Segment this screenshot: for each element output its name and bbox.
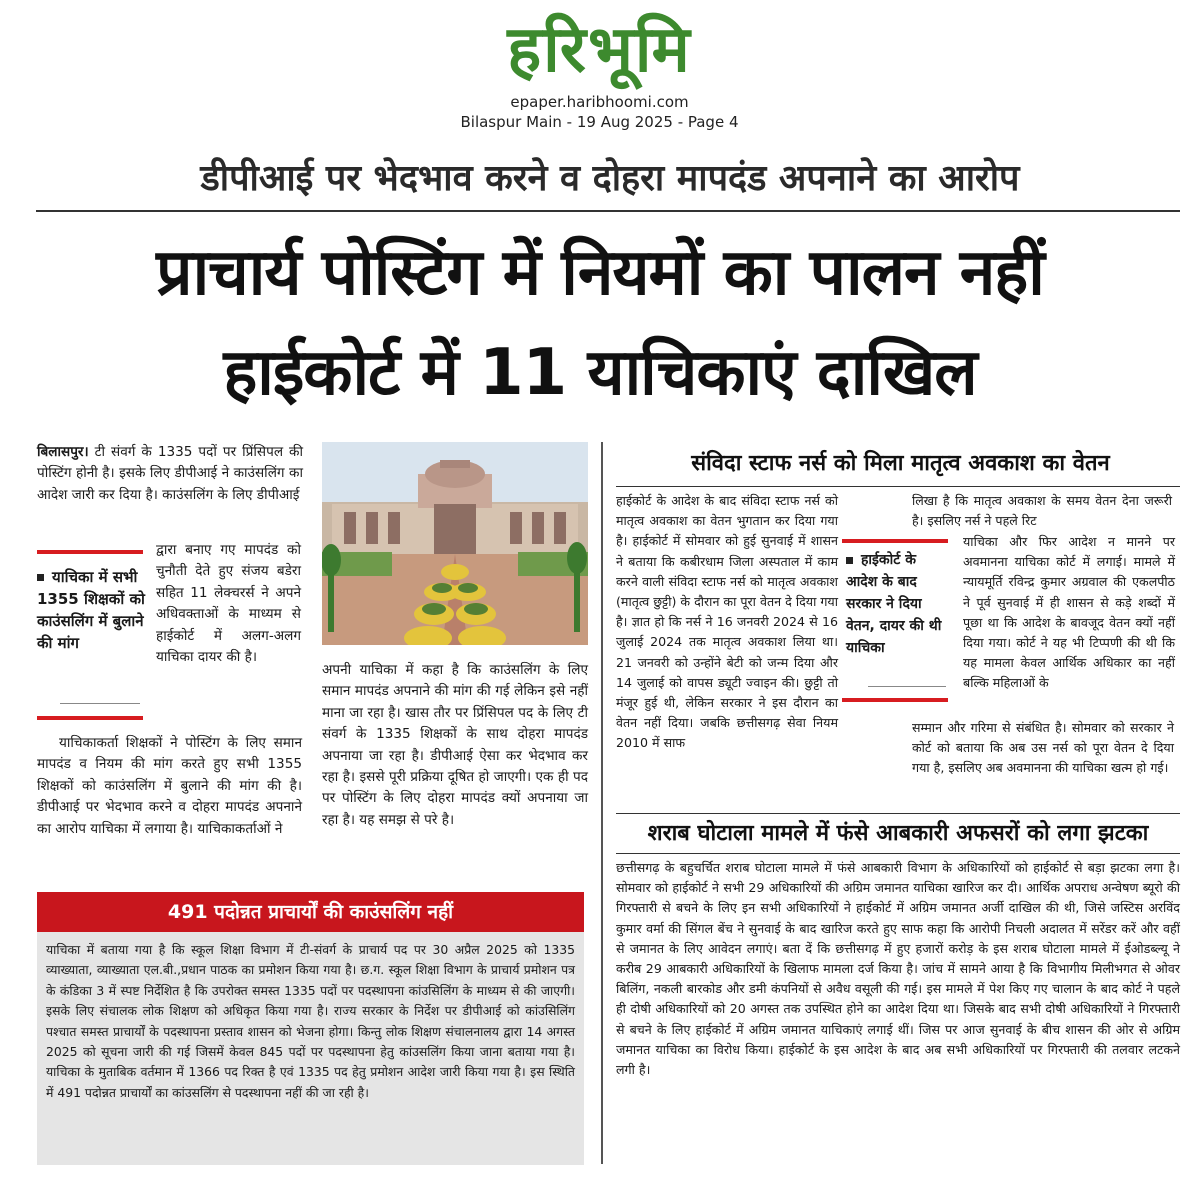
box-body — [37, 932, 584, 1165]
nurse-story-col2-mid: याचिका और फिर आदेश न मानने पर अवमानना याचिका कोर्ट में लगाई। मामले में न्यायमूर्ति रविन्द्र कुमार अग्रवाल की एकलपीठ ने पूर्व सुनवाई में ही शासन से कड़े शब्दों में पूछा था कि आदेश के बावजूद वेतन क्यों नहीं दिया गया। कोर्ट ने यह भी टिप्पणी की थी कि यह मामला केवल आर्थिक अधिकार का नहीं बल्कि महिलाओं के — [963, 534, 1175, 691]
high-court-building-illustration — [322, 442, 588, 645]
liquor-story-title: शराब घोटाला मामले में फंसे आबकारी अफसरों को लगा झटका — [647, 821, 1149, 846]
pullquote-divider — [60, 703, 140, 704]
box-title: 491 पदोन्नत प्राचार्यों की काउंसलिंग नहीं — [37, 892, 584, 932]
pullquote-rule-top — [37, 550, 143, 554]
nurse-pullquote-divider — [868, 686, 946, 687]
liquor-story-text: छत्तीसगढ़ के बहुचर्चित शराब घोटाला मामले में फंसे आबकारी विभाग के अधिकारियों को हाईकोर्ट से बड़ा झटका लगा है। सोमवार को हाईकोर्ट ने सभी 29 अधिकारियों की अग्रिम जमानत याचिका खारिज कर दी। आर्थिक अपराध अन्वेषण ब्यूरो की गिरफ्तारी से बचने के लिए इन सभी अधिकारियों ने हाईकोर्ट में अग्रिम जमानत अर्जी दाखिल की थी, जिसे जस्टिस अरविंद कुमार वर्मा की सिंगल बेंच ने सुनवाई के बाद खारिज करते हुए साफ कहा कि आरोपी निचली अदालत में सरेंडर करें और वहीं से जमानत के लिए आवेदन लगाएं। बता दें कि छत्तीसगढ़ में हुए हजारों करोड़ के इस शराब घोटाला मामले में ईओडब्ल्यू ने करीब 29 आबकारी अधिकारियों के खिलाफ मामला दर्ज किया है। जांच में सामने आया है कि विभागीय मिलीभगत से ओवर बिलिंग, नकली बारकोड और डमी कंपनियों से अवैध वसूली की गई। इस मामले में पेश किए गए चालान के बाद कोर्ट ने पहले ही दोषी अधिकारियों को 20 अगस्त तक उपस्थित होने का आदेश दिया था। जिसके बाद सभी दोषी अधिकारियों ने गिरफ्तारी से बचने के लिए हाईकोर्ट में अग्रिम जमानत याचिकाएं लगाई थीं। जिस पर आज सुनवाई के बीच शासन की ओर से अग्रिम जमानत याचिका का विरोध किया। हाईकोर्ट के इस आदेश के बाद अब सभी अधिकारियों पर गिरफ्तारी की तलवार लटकने लगी है। — [616, 860, 1180, 1078]
liquor-title-rule-bottom — [616, 853, 1180, 854]
masthead-logo: हरिभूमि — [507, 13, 692, 87]
main-story-para2: याचिकाकर्ता शिक्षकों ने पोस्टिंग के लिए समान मापदंड व नियम की मांग करते हुए सभी 1355 शिक्षकों को काउंसलिंग में बुलाने की मांग की है। डीपीआई पर भेदभाव करने व दोहरा मापदंड अपनाने का आरोप याचिका में लगाया है। याचिकाकर्ताओं ने — [37, 735, 302, 837]
kicker-rule — [36, 210, 1180, 212]
nurse-bullet-square-icon — [846, 557, 853, 564]
main-story-para1-text: टी संवर्ग के 1335 पदों पर प्रिंसिपल की पोस्टिंग होनी है। इसके लिए डीपीआई ने काउंसलिंग का आदेश जारी कर दिया है। काउंसलिंग के लिए डीपीआई — [37, 444, 303, 503]
pullquote-main-text: याचिका में सभी 1355 शिक्षकों को काउंसलिंग में बुलाने की मांग — [37, 568, 145, 652]
nurse-story-col1: हाईकोर्ट के आदेश के बाद संविदा स्टाफ नर्स को मातृत्व अवकाश का वेतन भुगतान कर दिया गया है। हाईकोर्ट में सोमवार को हुई सुनवाई में शासन ने बताया कि कबीरधाम जिला अस्पताल में काम करने वाली संविदा स्टाफ नर्स को मातृत्व अवकाश (मातृत्व छुट्टी) के दौरान का पूरा वेतन दे दिया गया है। ज्ञात हो कि नर्स ने 16 जनवरी 2024 से 16 जुलाई 2024 तक मातृत्व अवकाश लिया था। 21 जनवरी को उन्होंने बेटी को जन्म दिया और 14 जुलाई को वापस ड्यूटी ज्वाइन की। छुट्टी तो मंजूर हुई थी, लेकिन सरकार ने इस दौरान का वेतन नहीं दिया। जबकि छत्तीसगढ़ सेवा नियम 2010 में साफ — [616, 493, 838, 751]
nurse-pullquote-rule-top — [842, 539, 948, 543]
nurse-story-col2-bottom: सम्मान और गरिमा से संबंधित है। सोमवार को सरकार ने कोर्ट को बताया कि अब उस नर्स को पूरा वेतन दे दिया गया है, इसलिए अब अवमानना की याचिका खत्म हो गई। — [912, 720, 1174, 776]
site-url: epaper.haribhoomi.com — [510, 93, 689, 111]
high-court-photo — [322, 442, 588, 645]
nurse-story-col2-top: लिखा है कि मातृत्व अवकाश के समय वेतन देना जरूरी है। इसलिए नर्स ने पहले रिट — [912, 493, 1172, 529]
nurse-story-title: संविदा स्टाफ नर्स को मिला मातृत्व अवकाश का वेतन — [691, 451, 1110, 476]
main-story-para1 — [37, 442, 303, 506]
nurse-pullquote-rule-bottom — [842, 698, 948, 702]
dateline: बिलासपुर। — [37, 444, 89, 460]
box-text: याचिका में बताया गया है कि स्कूल शिक्षा विभाग में टी-संवर्ग के प्राचार्य पद पर 30 अप्रैल 2025 को 1335 व्याख्याता, व्याख्याता एल.बी.,प्रधान पाठक का प्रमोशन किया गया है। छ.ग. स्कूल शिक्षा विभाग के प्राचार्य प्रमोशन पत्र के कंडिका 3 में स्पष्ट निर्देशित है कि उपरोक्त समस्त 1335 पदों पर पदस्थापना कांउसिलिंग के माध्यम से की जाएगी। इसके लिए संचालक लोक शिक्षण को अधिकृत किया गया है। राज्य सरकार के निर्देश पर डीपीआई को कांउसिलिंग पश्चात समस्त प्राचार्यों के पदस्थापना प्रस्ताव शासन को भेजना होगा। किन्तु लोक शिक्षण संचालनालय द्वारा 14 अगस्त 2025 को सूचना जारी की गई जिसमें केवल 845 पदों पर पदस्थापना हेतु कांउसलिंग किया जाना बताया गया है। याचिका के मुताबिक वर्तमान में 1366 पद रिक्त है एवं 1335 पद हेतु प्रमोशन आदेश जारी किया गया है। इस स्थिति में 491 पदोन्नत प्राचार्यों का कांउसलिंग से पदस्थापना नहीं की जा रही है। — [46, 942, 575, 1100]
main-story-para3: अपनी याचिका में कहा है कि काउंसलिंग के लिए समान मापदंड अपनाने की मांग की गई लेकिन इसे नहीं माना जा रहा है। खास तौर पर प्रिंसिपल पद के लिए टी संवर्ग के 1335 शिक्षकों के साथ दोहरा मापदंड अपनाया जा रहा है। डीपीआई ऐसा कर भेदभाव कर रहा है। इससे पूरी प्रक्रिया दूषित हो जाएगी। एक ही पद पर पोस्टिंग के लिए दोहरा मापदंड क्यों अपनाया जा रहा है। यह समझ से परे है। — [322, 662, 588, 828]
main-story-para1-cont: द्वारा बनाए गए मापदंड को चुनौती देते हुए संजय बडेरा सहित 11 लेक्चरर्स ने अपने अधिवक्ताओं के माध्यम से हाईकोर्ट में अलग-अलग याचिका दायर की है। — [156, 542, 301, 666]
pullquote-rule-bottom — [37, 716, 143, 720]
pullquote-main — [37, 566, 147, 654]
edition-line: Bilaspur Main - 19 Aug 2025 - Page 4 — [460, 113, 739, 131]
nurse-pullquote — [846, 549, 950, 659]
bullet-square-icon — [37, 574, 44, 581]
kicker: डीपीआई पर भेदभाव करने व दोहरा मापदंड अपनाने का आरोप — [200, 158, 1020, 199]
nurse-pullquote-text: हाईकोर्ट के आदेश के बाद सरकार ने दिया वेतन, दायर की थी याचिका — [846, 552, 942, 656]
liquor-title-rule-top — [616, 813, 1180, 814]
headline-line-1: प्राचार्य पोस्टिंग में नियमों का पालन नहीं — [156, 236, 1044, 310]
nurse-title-rule — [616, 486, 1180, 487]
column-divider — [601, 442, 603, 1164]
headline-line-2: हाईकोर्ट में 11 याचिकाएं दाखिल — [223, 336, 977, 410]
